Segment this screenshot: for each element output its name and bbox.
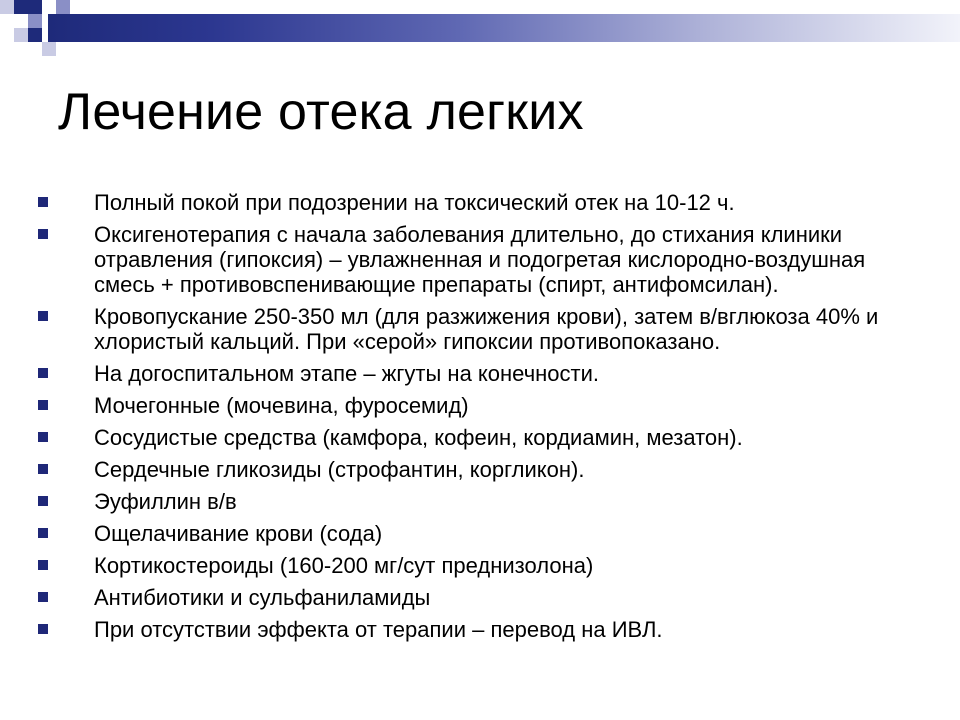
square-bullet-icon: [38, 496, 48, 506]
square-bullet-icon: [38, 400, 48, 410]
list-item-text: На догоспитальном этапе – жгуты на конечности.: [94, 361, 600, 386]
list-item-text: При отсутствии эффекта от терапии – перевод на ИВЛ.: [94, 617, 663, 642]
square-bullet-icon: [38, 624, 48, 634]
square-bullet-icon: [38, 560, 48, 570]
decor-square-icon: [56, 0, 70, 14]
list-item: [38, 304, 918, 354]
list-item-text: Эуфиллин в/в: [94, 489, 237, 514]
decor-square-icon: [0, 0, 14, 14]
decor-square-icon: [28, 14, 42, 28]
list-item: [38, 521, 918, 546]
square-bullet-icon: [38, 368, 48, 378]
square-bullet-icon: [38, 432, 48, 442]
list-item-text: Оксигенотерапия с начала заболевания длительно, до стихания клиники отравления (гипоксия) – увлажненная и подогретая кислородно-воздушная смесь + противовспенивающие препараты (спирт, антифомсилан).: [94, 222, 866, 297]
list-item: [38, 617, 918, 642]
list-item-text: Сердечные гликозиды (строфантин, коргликон).: [94, 457, 585, 482]
slide-title: Лечение отека легких: [58, 83, 584, 141]
decor-square-icon: [28, 28, 42, 42]
decor-square-icon: [14, 28, 28, 42]
list-item: [38, 361, 918, 386]
square-bullet-icon: [38, 229, 48, 239]
list-item: [38, 425, 918, 450]
list-item: [38, 457, 918, 482]
header-gradient-bar: [48, 14, 960, 42]
list-item: [38, 489, 918, 514]
list-item-text: Сосудистые средства (камфора, кофеин, кордиамин, мезатон).: [94, 425, 743, 450]
list-item: [38, 393, 918, 418]
square-bullet-icon: [38, 197, 48, 207]
list-item-text: Кровопускание 250-350 мл (для разжижения крови), затем в/вглюкоза 40% и хлористый кальций. При «серой» гипоксии противопоказано.: [94, 304, 879, 354]
treatment-list: [38, 190, 918, 649]
list-item: [38, 190, 918, 215]
list-item-text: Кортикостероиды (160-200 мг/сут преднизолона): [94, 553, 594, 578]
square-bullet-icon: [38, 464, 48, 474]
list-item-text: Антибиотики и сульфаниламиды: [94, 585, 431, 610]
decor-square-icon: [14, 0, 42, 14]
list-item: [38, 553, 918, 578]
list-item: [38, 222, 918, 297]
decor-square-icon: [42, 42, 56, 56]
square-bullet-icon: [38, 528, 48, 538]
square-bullet-icon: [38, 311, 48, 321]
list-item-text: Мочегонные (мочевина, фуросемид): [94, 393, 469, 418]
list-item-text: Полный покой при подозрении на токсический отек на 10-12 ч.: [94, 190, 735, 215]
list-item-text: Ощелачивание крови (сода): [94, 521, 383, 546]
square-bullet-icon: [38, 592, 48, 602]
list-item: [38, 585, 918, 610]
